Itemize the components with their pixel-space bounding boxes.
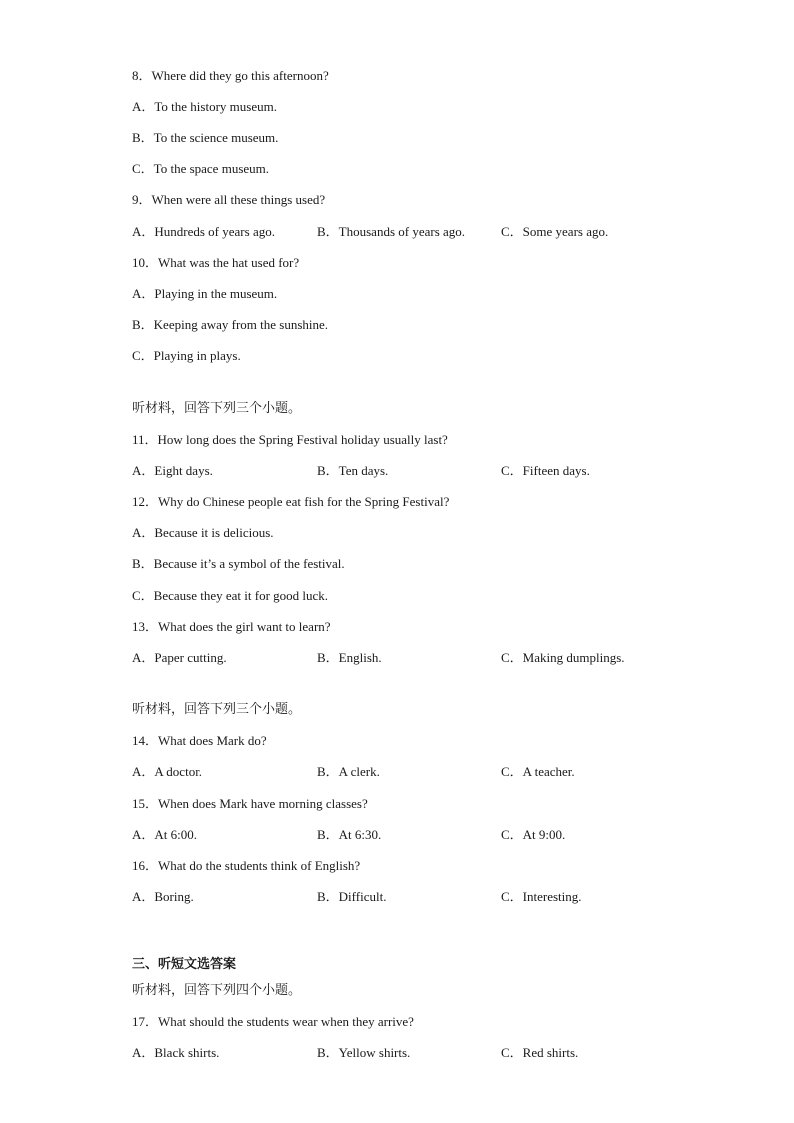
question-9-option-c: C．Some years ago.	[501, 224, 609, 239]
group-intro: 听材料，回答下列三个小题。	[132, 702, 302, 717]
question-16-option-c: C．Interesting.	[501, 889, 582, 904]
question-10-stem: 10．What was the hat used for?	[132, 255, 300, 270]
question-12-stem: 12．Why do Chinese people eat fish for the Spring Festival?	[132, 494, 450, 509]
question-8-option-b: B．To the science museum.	[132, 130, 279, 145]
question-14-stem: 14．What does Mark do?	[132, 733, 267, 748]
question-15-option-a: A．At 6:00.	[132, 827, 198, 842]
question-8-option-a: A．To the history museum.	[132, 99, 277, 114]
group-intro: 听材料，回答下列三个小题。	[132, 401, 302, 416]
question-8-stem: 8．Where did they go this afternoon?	[132, 68, 329, 83]
question-17-option-c: C．Red shirts.	[501, 1045, 579, 1060]
question-9-option-b: B．Thousands of years ago.	[317, 224, 466, 239]
question-9-stem: 9．When were all these things used?	[132, 192, 326, 207]
question-13-option-b: B．English.	[317, 650, 382, 665]
question-10-option-a: A．Playing in the museum.	[132, 286, 278, 301]
question-10-option-c: C．Playing in plays.	[132, 348, 241, 363]
question-9-option-a: A．Hundreds of years ago.	[132, 224, 275, 239]
question-15-stem: 15．When does Mark have morning classes?	[132, 796, 368, 811]
question-11-option-a: A．Eight days.	[132, 463, 213, 478]
question-10-option-b: B．Keeping away from the sunshine.	[132, 317, 329, 332]
question-17-stem: 17．What should the students wear when they arrive?	[132, 1014, 414, 1029]
question-16-option-a: A．Boring.	[132, 889, 194, 904]
question-11-option-c: C．Fifteen days.	[501, 463, 590, 478]
question-12-option-b: B．Because it’s a symbol of the festival.	[132, 556, 345, 571]
question-13-option-c: C．Making dumplings.	[501, 650, 625, 665]
question-16-stem: 16．What do the students think of English?	[132, 858, 361, 873]
question-15-option-b: B．At 6:30.	[317, 827, 382, 842]
section-heading: 三、听短文选答案	[132, 957, 237, 972]
question-16-option-b: B．Difficult.	[317, 889, 387, 904]
question-14-option-b: B．A clerk.	[317, 764, 380, 779]
question-15-option-c: C．At 9:00.	[501, 827, 566, 842]
question-17-option-b: B．Yellow shirts.	[317, 1045, 411, 1060]
question-13-stem: 13．What does the girl want to learn?	[132, 619, 331, 634]
question-14-option-a: A．A doctor.	[132, 764, 203, 779]
question-11-stem: 11．How long does the Spring Festival holiday usually last?	[132, 432, 448, 447]
question-12-option-a: A．Because it is delicious.	[132, 525, 274, 540]
group-intro: 听材料，回答下列四个小题。	[132, 983, 302, 998]
question-12-option-c: C．Because they eat it for good luck.	[132, 588, 329, 603]
question-11-option-b: B．Ten days.	[317, 463, 389, 478]
question-13-option-a: A．Paper cutting.	[132, 650, 227, 665]
question-14-option-c: C．A teacher.	[501, 764, 575, 779]
question-17-option-a: A．Black shirts.	[132, 1045, 220, 1060]
question-8-option-c: C．To the space museum.	[132, 161, 270, 176]
